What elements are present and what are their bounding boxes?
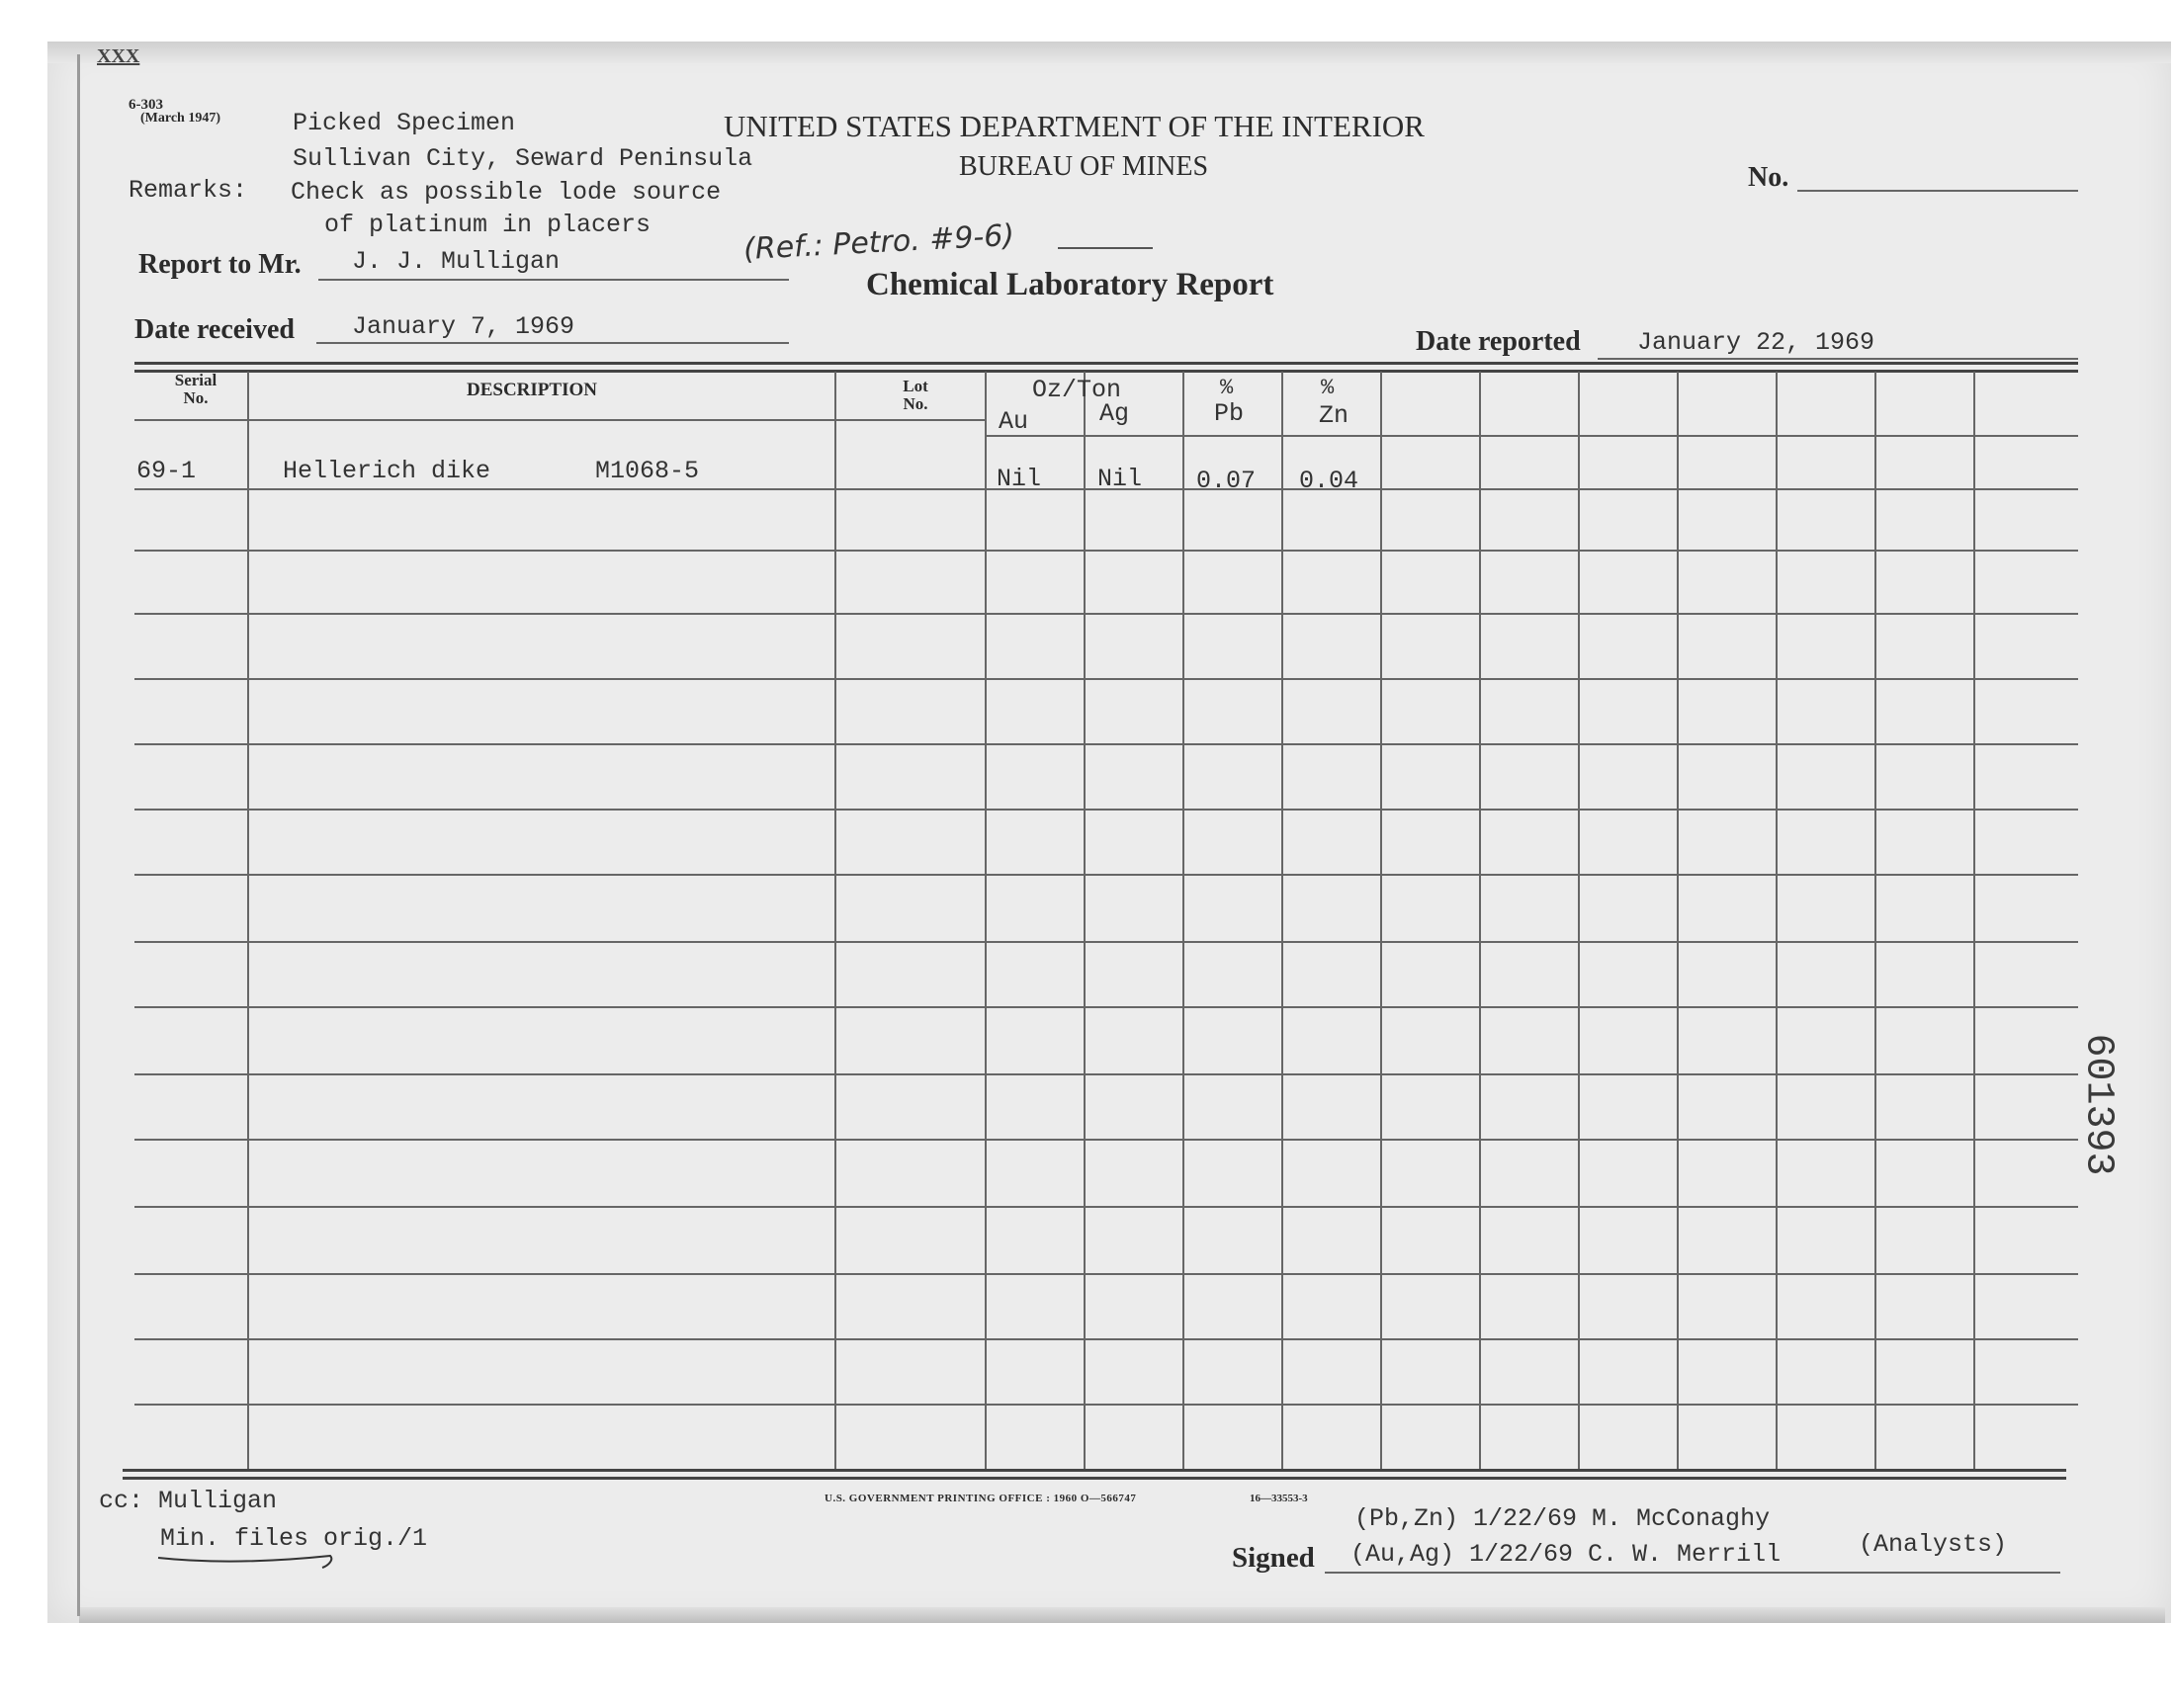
zn-percent-header: % bbox=[1321, 376, 1335, 400]
printing-office-note: U.S. GOVERNMENT PRINTING OFFICE : 1960 O—566747 bbox=[825, 1493, 1137, 1504]
sample-id-cell: M1068-5 bbox=[595, 457, 700, 485]
table-bottom-rule-1 bbox=[123, 1469, 2066, 1472]
signature-line bbox=[1325, 1572, 2060, 1574]
row-line bbox=[134, 1006, 2078, 1008]
report-to-value: J. J. Mulligan bbox=[352, 247, 561, 276]
zn-header: Zn bbox=[1319, 401, 1349, 430]
row-line bbox=[134, 874, 2078, 876]
form-code: 16—33553-3 bbox=[1250, 1493, 1308, 1504]
date-received-line bbox=[316, 342, 789, 344]
specimen-line-1: Picked Specimen bbox=[293, 109, 516, 137]
col-divider bbox=[1479, 372, 1481, 1471]
sheet-left-edge bbox=[77, 54, 80, 1616]
col-divider bbox=[1281, 372, 1283, 1471]
handwritten-reference: (Ref.: Petro. #9-6) bbox=[742, 217, 1015, 268]
row-line bbox=[134, 1273, 2078, 1275]
row-line bbox=[134, 678, 2078, 680]
col-divider bbox=[1182, 372, 1184, 1471]
oz-ton-header: Oz/Ton bbox=[1032, 376, 1122, 404]
corner-mark: XXX bbox=[97, 45, 140, 67]
col-divider bbox=[1973, 372, 1975, 1471]
file-stamp-number: 601393 bbox=[2075, 1033, 2121, 1176]
row-line bbox=[134, 613, 2078, 615]
signed-label: Signed bbox=[1232, 1542, 1315, 1574]
cc-line-2: Min. files orig./1 bbox=[160, 1524, 428, 1553]
row-line bbox=[134, 941, 2078, 943]
col-divider bbox=[1776, 372, 1778, 1471]
col-divider bbox=[1084, 372, 1086, 1471]
au-header: Au bbox=[999, 407, 1029, 436]
row-line bbox=[134, 550, 2078, 552]
reference-dash bbox=[1058, 247, 1153, 249]
row-line bbox=[134, 809, 2078, 811]
col-divider bbox=[1677, 372, 1679, 1471]
row-line bbox=[134, 1073, 2078, 1075]
date-reported-label: Date reported bbox=[1416, 326, 1581, 357]
remarks-label: Remarks: bbox=[129, 176, 248, 205]
lot-no-header: Lot No. bbox=[903, 377, 928, 413]
signer-line-2: (Au,Ag) 1/22/69 C. W. Merrill bbox=[1350, 1540, 1782, 1569]
handwritten-underline bbox=[154, 1550, 342, 1572]
pb-cell: 0.07 bbox=[1196, 467, 1257, 495]
header-underline bbox=[985, 435, 2078, 437]
col-divider bbox=[1874, 372, 1876, 1471]
table-bottom-rule-2 bbox=[123, 1477, 2066, 1480]
date-reported-value: January 22, 1969 bbox=[1637, 328, 1875, 357]
header-underline bbox=[134, 419, 985, 421]
pb-percent-header: % bbox=[1220, 376, 1234, 400]
report-no-label: No. bbox=[1748, 162, 1789, 193]
report-to-label: Report to Mr. bbox=[138, 249, 302, 280]
row-line bbox=[134, 1139, 2078, 1141]
zn-cell: 0.04 bbox=[1299, 467, 1359, 495]
row-line bbox=[134, 743, 2078, 745]
ag-cell: Nil bbox=[1097, 465, 1143, 493]
row-line bbox=[134, 1338, 2078, 1340]
table-top-rule-1 bbox=[134, 362, 2078, 365]
scan-bottom-edge bbox=[79, 1607, 2165, 1623]
au-cell: Nil bbox=[997, 465, 1042, 493]
report-to-line bbox=[318, 279, 789, 281]
description-header: DESCRIPTION bbox=[467, 380, 597, 400]
date-received-label: Date received bbox=[134, 314, 295, 345]
cc-line-1: cc: Mulligan bbox=[99, 1487, 278, 1515]
serial-no-header: Serial No. bbox=[174, 371, 218, 407]
col-divider bbox=[985, 372, 987, 1471]
row-line bbox=[134, 1206, 2078, 1208]
bureau-heading: BUREAU OF MINES bbox=[959, 151, 1209, 182]
date-received-value: January 7, 1969 bbox=[352, 312, 575, 341]
table-top-rule-2 bbox=[134, 370, 2078, 373]
col-divider bbox=[834, 372, 836, 1471]
col-divider bbox=[1578, 372, 1580, 1471]
form-number: 6-303 bbox=[129, 97, 163, 113]
scan-top-edge bbox=[47, 42, 2171, 63]
specimen-line-2: Sullivan City, Seward Peninsula bbox=[293, 144, 753, 173]
col-divider bbox=[1380, 372, 1382, 1471]
signer-line-1: (Pb,Zn) 1/22/69 M. McConaghy bbox=[1354, 1504, 1771, 1533]
serial-cell: 69-1 bbox=[136, 457, 197, 485]
remarks-line-2: of platinum in placers bbox=[324, 211, 652, 239]
row-line bbox=[134, 1404, 2078, 1406]
analysts-label: (Analysts) bbox=[1859, 1530, 2008, 1559]
report-title: Chemical Laboratory Report bbox=[866, 267, 1274, 302]
col-divider bbox=[247, 372, 249, 1471]
date-reported-line bbox=[1598, 358, 2078, 360]
pb-header: Pb bbox=[1214, 399, 1245, 428]
remarks-line-1: Check as possible lode source bbox=[291, 178, 722, 207]
report-no-line bbox=[1797, 190, 2078, 192]
description-cell: Hellerich dike bbox=[283, 457, 491, 485]
department-heading: UNITED STATES DEPARTMENT OF THE INTERIOR bbox=[724, 109, 1425, 143]
ag-header: Ag bbox=[1099, 399, 1130, 428]
form-date: (March 1947) bbox=[140, 111, 220, 126]
